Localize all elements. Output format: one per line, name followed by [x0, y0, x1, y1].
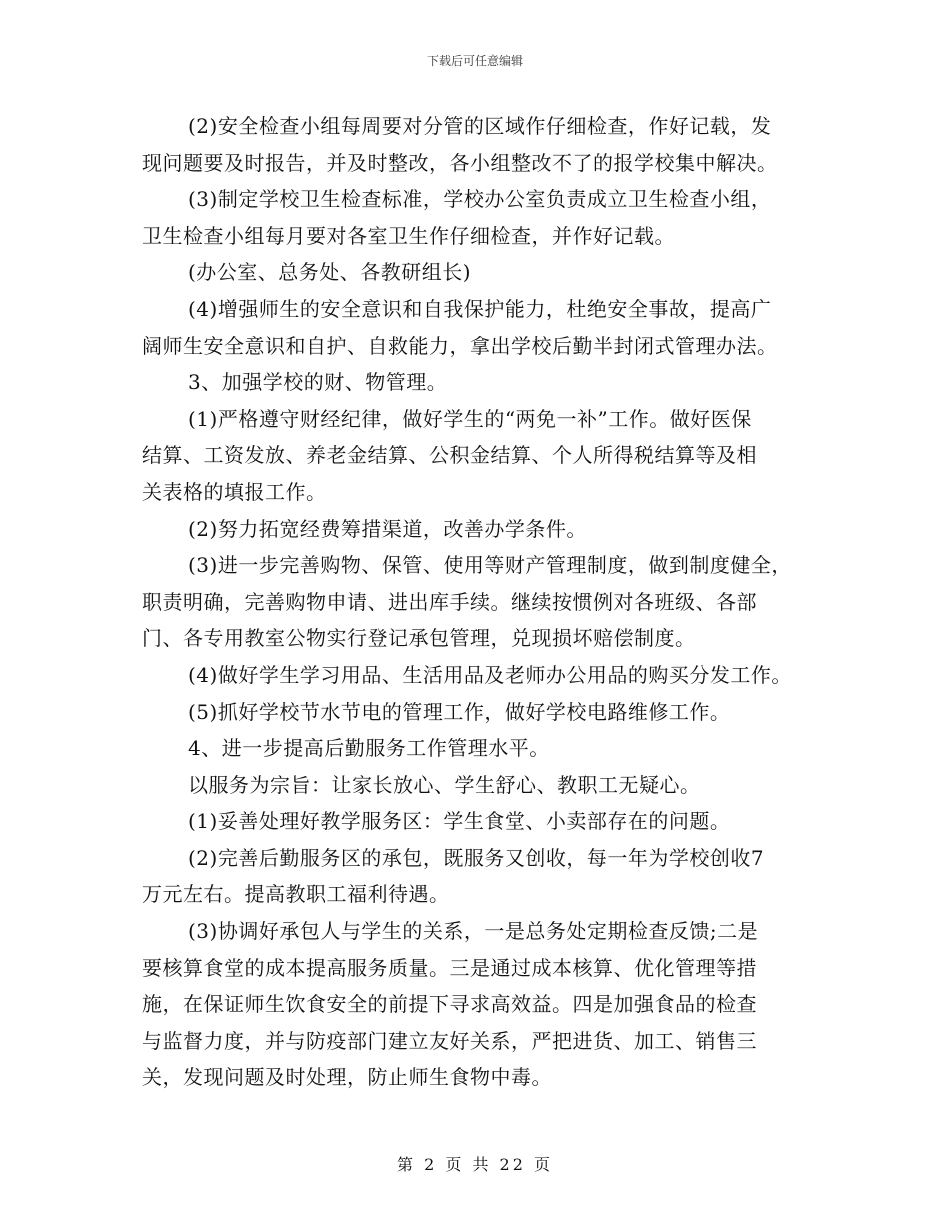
text-line: 万元左右。提高教职工福利待遇。: [142, 882, 450, 907]
text-line: 4、进一步提高后勤服务工作管理水平。: [188, 736, 550, 761]
text-line: 结算、工资发放、养老金结算、公积金结算、个人所得税结算等及相: [142, 443, 757, 468]
text-line: 阔师生安全意识和自护、自救能力，拿出学校后勤半封闭式管理办法。: [142, 333, 778, 358]
text-line: 以服务为宗旨：让家长放心、学生舒心、教职工无疑心。: [188, 772, 701, 797]
text-line: (3)制定学校卫生检查标准，学校办公室负责成立卫生检查小组，: [188, 187, 772, 212]
text-line: (2)努力拓宽经费筹措渠道，改善办学条件。: [188, 516, 587, 541]
text-line: 要核算食堂的成本提高服务质量。三是通过成本核算、优化管理等措: [142, 955, 757, 980]
text-line: 现问题要及时报告，并及时整改，各小组整改不了的报学校集中解决。: [142, 150, 778, 175]
text-line: (2)完善后勤服务区的承包，既服务又创收，每一年为学校创收7: [188, 845, 765, 870]
text-line: 关表格的填报工作。: [142, 479, 327, 504]
text-line: 门、各专用教室公物实行登记承包管理，兑现损坏赔偿制度。: [142, 626, 696, 651]
text-line: (5)抓好学校节水节电的管理工作，做好学校电路维修工作。: [188, 699, 731, 724]
text-line: 卫生检查小组每月要对各室卫生作仔细检查，并作好记载。: [142, 223, 675, 248]
text-line: 3、加强学校的财、物管理。: [188, 370, 448, 395]
document-body: [142, 108, 822, 1096]
text-line: 施，在保证师生饮食安全的前提下寻求高效益。四是加强食品的检查: [142, 992, 757, 1017]
text-line: (1)妥善处理好教学服务区：学生食堂、小卖部存在的问题。: [188, 809, 731, 834]
text-line: (办公室、总务处、各教研组长): [188, 260, 472, 285]
text-line: (1)严格遵守财经纪律，做好学生的“两免一补”工作。做好医保: [188, 406, 752, 431]
text-line: (3)协调好承包人与学生的关系，一是总务处定期检查反馈;二是: [188, 919, 759, 944]
text-line: (4)增强师生的安全意识和自我保护能力，杜绝安全事故，提高广: [188, 296, 772, 321]
page-number: 第 2 页 共 22 页: [397, 1155, 553, 1174]
page-header: 下载后可任意编辑: [426, 54, 523, 68]
text-line: 与监督力度，并与防疫部门建立友好关系，严把进货、加工、销售三: [142, 1028, 757, 1053]
text-line: (2)安全检查小组每周要对分管的区域作仔细检查，作好记载，发: [188, 114, 772, 138]
text-line: 关，发现问题及时处理，防止师生食物中毒。: [142, 1065, 552, 1090]
text-line: (4)做好学生学习用品、生活用品及老师办公用品的购买分发工作。: [188, 662, 792, 687]
text-line: 职责明确，完善购物申请、进出库手续。继续按惯例对各班级、各部: [142, 589, 757, 614]
text-line: (3)进一步完善购物、保管、使用等财产管理制度，做到制度健全，: [188, 553, 792, 578]
